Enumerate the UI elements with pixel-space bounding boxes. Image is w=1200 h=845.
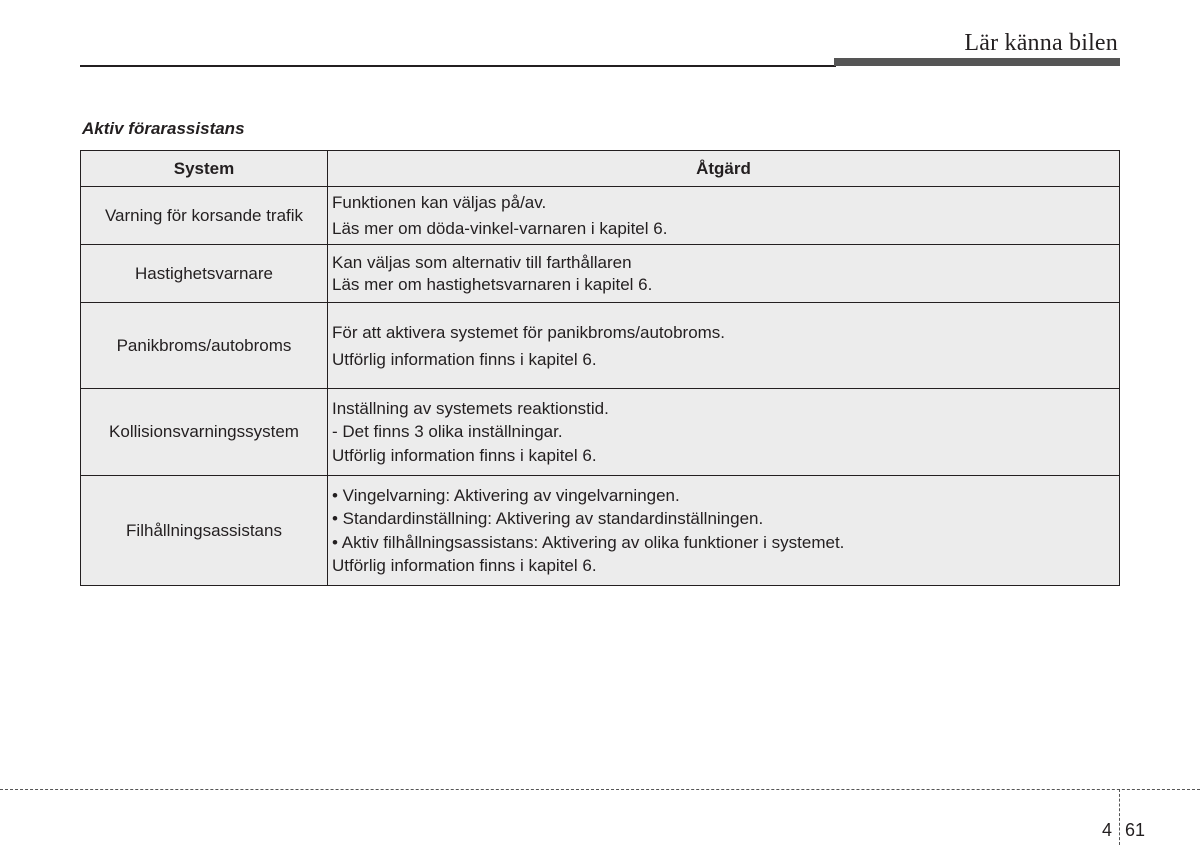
- table-header-row: [81, 151, 1120, 187]
- table-row: [81, 245, 1120, 303]
- system-cell: Filhållningsassistans: [81, 476, 328, 586]
- action-line: - Det finns 3 olika inställningar.: [332, 422, 563, 442]
- system-cell: Kollisionsvarningssystem: [81, 389, 328, 476]
- column-header-action: Åtgärd: [328, 151, 1120, 187]
- action-line: För att aktivera systemet för panikbroms/autobroms.: [332, 322, 726, 342]
- header-rule: [80, 65, 836, 67]
- table-row: [81, 187, 1120, 245]
- action-line: Kan väljas som alternativ till farthållaren: [332, 252, 632, 272]
- chapter-number: 4: [1102, 820, 1113, 840]
- table-row: [81, 303, 1120, 389]
- action-line: • Vingelvarning: Aktivering av vingelvarningen.: [332, 485, 680, 505]
- action-cell: [328, 476, 1120, 586]
- action-cell: [328, 389, 1120, 476]
- action-line: Läs mer om hastighetsvarnaren i kapitel 6.: [332, 274, 653, 294]
- action-line: Utförlig information finns i kapitel 6.: [332, 556, 597, 575]
- action-line: • Standardinställning: Aktivering av standardinställningen.: [332, 509, 764, 528]
- action-cell: [328, 245, 1120, 303]
- action-line: Inställning av systemets reaktionstid.: [332, 398, 609, 418]
- section-title: Aktiv förarassistans: [82, 119, 245, 138]
- action-line: Funktionen kan väljas på/av.: [332, 192, 547, 212]
- action-line: • Aktiv filhållningsassistans: Aktivering av olika funktioner i systemet.: [332, 532, 845, 552]
- action-line: Utförlig information finns i kapitel 6.: [332, 445, 597, 465]
- system-cell: Varning för korsande trafik: [81, 187, 328, 245]
- action-line: Läs mer om döda-vinkel-varnaren i kapitel 6.: [332, 218, 668, 238]
- table-row: [81, 476, 1120, 586]
- action-cell: [328, 187, 1120, 245]
- action-cell: [328, 303, 1120, 389]
- system-cell: Panikbroms/autobroms: [81, 303, 328, 389]
- system-cell: Hastighetsvarnare: [81, 245, 328, 303]
- footer-dashed-rule: [0, 789, 1200, 790]
- column-header-system: System: [81, 151, 328, 187]
- page-header-title: Lär känna bilen: [964, 30, 1118, 56]
- action-line: Utförlig information finns i kapitel 6.: [332, 349, 597, 369]
- header-accent-bar: [834, 58, 1120, 66]
- assist-systems-table: [80, 150, 1120, 586]
- footer-dashed-divider: [1119, 789, 1120, 845]
- table-row: [81, 389, 1120, 476]
- page-number: 61: [1125, 820, 1146, 840]
